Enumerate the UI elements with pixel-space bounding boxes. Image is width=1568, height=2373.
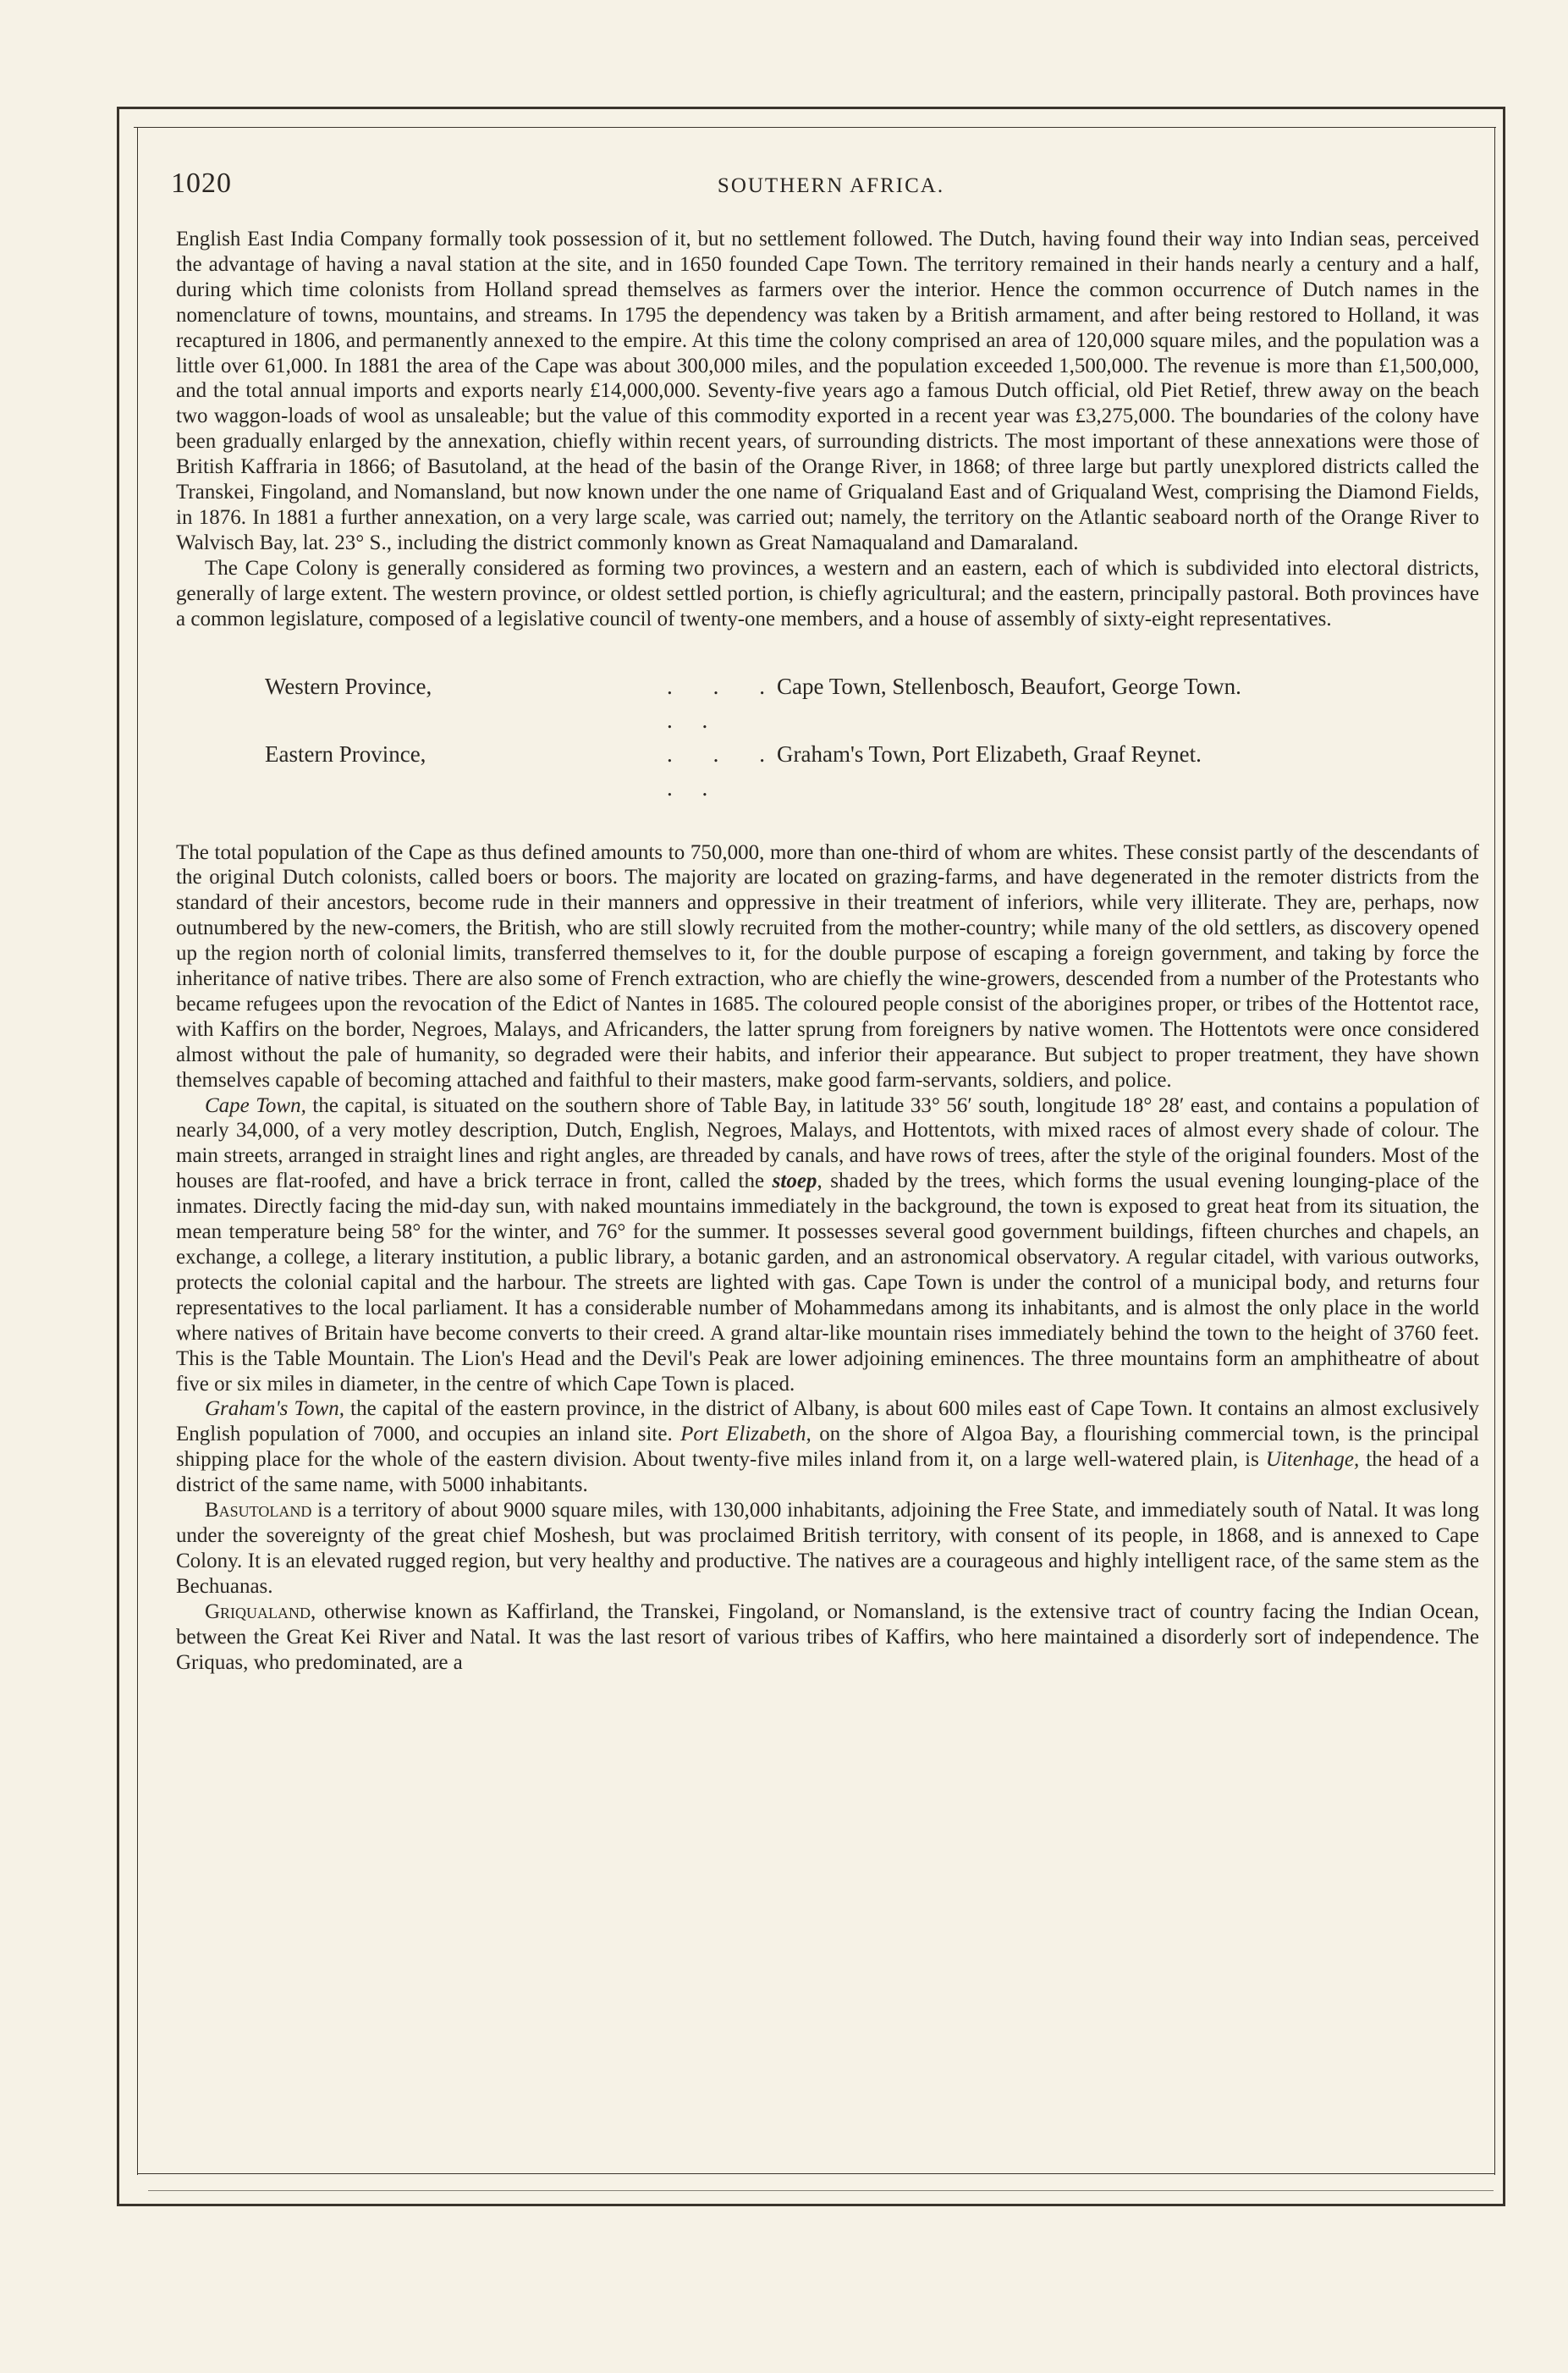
province-name: Eastern Province,	[265, 741, 426, 767]
body-text	[176, 227, 1479, 1675]
province-towns: Graham's Town, Port Elizabeth, Graaf Reynet.	[777, 741, 1202, 767]
province-row	[176, 669, 1479, 737]
paragraph-griqualand	[176, 1599, 1479, 1676]
cape-town-heading: Cape Town,	[205, 1093, 306, 1117]
grahams-town-text-c: the head of a district of the same name, with 5000 inhabitants.	[176, 1448, 1479, 1497]
port-elizabeth-term: Port Elizabeth,	[680, 1423, 812, 1446]
running-head: SOUTHERN AFRICA.	[717, 174, 945, 197]
leader-dots: . . . . .	[667, 741, 777, 801]
uitenhage-term: Uitenhage,	[1265, 1448, 1360, 1472]
frame-left-rule	[117, 107, 119, 2205]
page-header	[171, 168, 1491, 210]
province-name: Western Province,	[265, 673, 432, 699]
cape-town-text-a: the capital, is situated on the southern shore of Table Bay, in latitude 33° 56′ south, longitude 18° 28′ east, and contains a population of nearly 34,000, of a very motley description, Dutch, English, Negroes, Malays, and Hottentots, with mixed races of almost every shade of colour. The main streets, arranged in straight lines and right angles, are threaded by canals, and have rows of trees, after the style of the original founders. Most of the houses are flat-roofed, and have a brick terrace in front, called the	[176, 1093, 1479, 1193]
griqualand-text: otherwise known as Kaffirland, the Transkei, Fingoland, or Nomansland, is the extensive tract of country facing the Indian Ocean, between the Great Kei River and Natal. It was the last resort of various tribes of Kaffirs, who here maintained a disorderly sort of independence. The Griquas, who predominated, are a	[176, 1599, 1479, 1674]
frame-bottom-inner-rule	[137, 2173, 1495, 2174]
stoep-term: stoep	[772, 1170, 817, 1193]
paragraph-provinces-intro: The Cape Colony is generally considered as forming two provinces, a western and an eastern, each of which is subdivided into electoral districts, generally of large extent. The western province, or oldest settled portion, is chiefly agricultural; and the eastern, principally pastoral. Both provinces have a common legislature, composed of a legislative council of twenty-one members, and a house of assembly of sixty-eight representatives.	[176, 556, 1479, 630]
frame-top-rule	[117, 107, 1505, 109]
grahams-town-text-b: on the shore of Algoa Bay, a flourishing commercial town, is the principal shipping place for the whole of the eastern division. About twenty-five miles inland from it, on a large well-watered plain, is	[176, 1423, 1479, 1472]
frame-right-inner-rule	[1494, 127, 1495, 2175]
frame-left-inner-rule	[137, 127, 138, 2175]
province-row	[176, 737, 1479, 805]
frame-right-rule	[1503, 107, 1505, 2205]
griqualand-heading: Griqualand,	[205, 1599, 316, 1623]
basutoland-heading: Basutoland	[205, 1499, 312, 1522]
cape-town-text-b: , shaded by the trees, which forms the usual evening lounging-place of the inmates. Directly facing the mid-day sun, with naked mountains immediately in the background, the town is exposed to great heat from its situation, the mean temperature being 58° for the winter, and 76° for the summer. It possesses several good government buildings, fifteen churches and chapels, an exchange, a college, a literary institution, a public library, a botanic garden, and an astronomical observatory. A regular citadel, with various outworks, protects the colonial capital and the harbour. The streets are lighted with gas. Cape Town is under the control of a municipal body, and returns four representatives to the local parliament. It has a considerable number of Mohammedans among its inhabitants, and is almost the only place in the world where natives of Britain have become converts to their creed. A grand altar-like mountain rises immediately behind the town to the height of 3760 feet. This is the Table Mountain. The Lion's Head and the Devil's Peak are lower adjoining eminences. The three mountains form an amphitheatre of about five or six miles in diameter, in the centre of which Cape Town is placed.	[176, 1170, 1479, 1396]
frame-bottom-mid-rule	[148, 2190, 1494, 2191]
grahams-town-heading: Graham's Town,	[205, 1397, 345, 1421]
province-towns: Cape Town, Stellenbosch, Beaufort, George Town.	[777, 673, 1241, 699]
paragraph-basutoland	[176, 1498, 1479, 1599]
paragraph-grahams-town	[176, 1396, 1479, 1498]
leader-dots: . . . . .	[667, 673, 777, 733]
paragraph-cape-town	[176, 1093, 1479, 1397]
paragraph-history: English East India Company formally took possession of it, but no settlement followed. The Dutch, having found their way into Indian seas, perceived the advantage of having a naval station at the site, and in 1650 founded Cape Town. The territory remained in their hands nearly a century and a half, during which time colonists from Holland spread themselves as farmers over the interior. Hence the common occurrence of Dutch names in the nomenclature of towns, mountains, and streams. In 1795 the dependency was taken by a British armament, and after being restored to Holland, it was recaptured in 1806, and permanently annexed to the empire. At this time the colony comprised an area of 120,000 square miles, and the population was a little over 61,000. In 1881 the area of the Cape was about 300,000 miles, and the population exceeded 1,500,000. The revenue is more than £1,500,000, and the total annual imports and exports nearly £14,000,000. Seventy-five years ago a famous Dutch official, old Piet Retief, threw away on the beach two waggon-loads of wool as unsaleable; but the value of this commodity exported in a recent year was £3,275,000. The boundaries of the colony have been gradually enlarged by the annexation, chiefly within recent years, of surrounding districts. The most important of these annexations were those of British Kaffraria in 1866; of Basutoland, at the head of the basin of the Orange River, in 1868; of three large but partly unexplored districts called the Transkei, Fingoland, and Nomansland, but now known under the one name of Griqualand East and of Griqualand West, comprising the Diamond Fields, in 1876. In 1881 a further annexation, on a very large scale, was carried out; namely, the territory on the Atlantic seaboard north of the Orange River to Walvisch Bay, lat. 23° S., including the district commonly known as Great Namaqualand and Damaraland.	[176, 228, 1479, 554]
frame-top-inner-rule	[134, 127, 1496, 128]
page-number: 1020	[171, 168, 232, 199]
provinces-table	[176, 669, 1479, 805]
frame-bottom-rule	[117, 2204, 1505, 2206]
paragraph-population: The total population of the Cape as thus defined amounts to 750,000, more than one-third of whom are whites. These consist partly of the descendants of the original Dutch colonists, called boers or boors. The majority are located on grazing-farms, and have degenerated in the remoter districts from the standard of their ancestors, become rude in their manners and oppressive in their treatment of inferiors, while very illiterate. They are, perhaps, now outnumbered by the new-comers, the British, who are still slowly recruited from the mother-country; while many of the old settlers, as discovery opened up the region north of colonial limits, transferred themselves to it, for the double purpose of escaping a foreign government, and taking by force the inheritance of native tribes. There are also some of French extraction, who are chiefly the wine-growers, descended from a number of the Protestants who became refugees upon the revocation of the Edict of Nantes in 1685. The coloured people consist of the aborigines proper, or tribes of the Hottentot race, with Kaffirs on the border, Negroes, Malays, and Africanders, the latter sprung from foreigners by native women. The Hottentots were once considered almost without the pale of humanity, so degraded were their habits, and inferior their appearance. But subject to proper treatment, they have shown themselves capable of becoming attached and faithful to their masters, make good farm-servants, soldiers, and police.	[176, 840, 1479, 1092]
basutoland-text: is a territory of about 9000 square miles, with 130,000 inhabitants, adjoining the Free State, and immediately south of Natal. It was long under the sovereignty of the great chief Moshesh, but was proclaimed British territory, with consent of its people, in 1868, and is annexed to Cape Colony. It is an elevated rugged region, but very healthy and productive. The natives are a courageous and highly intelligent race, of the same stem as the Bechuanas.	[176, 1499, 1479, 1598]
grahams-town-text-a: the capital of the eastern province, in the district of Albany, is about 600 miles east of Cape Town. It contains an almost exclusively English population of 7000, and occupies an inland site.	[176, 1397, 1479, 1446]
